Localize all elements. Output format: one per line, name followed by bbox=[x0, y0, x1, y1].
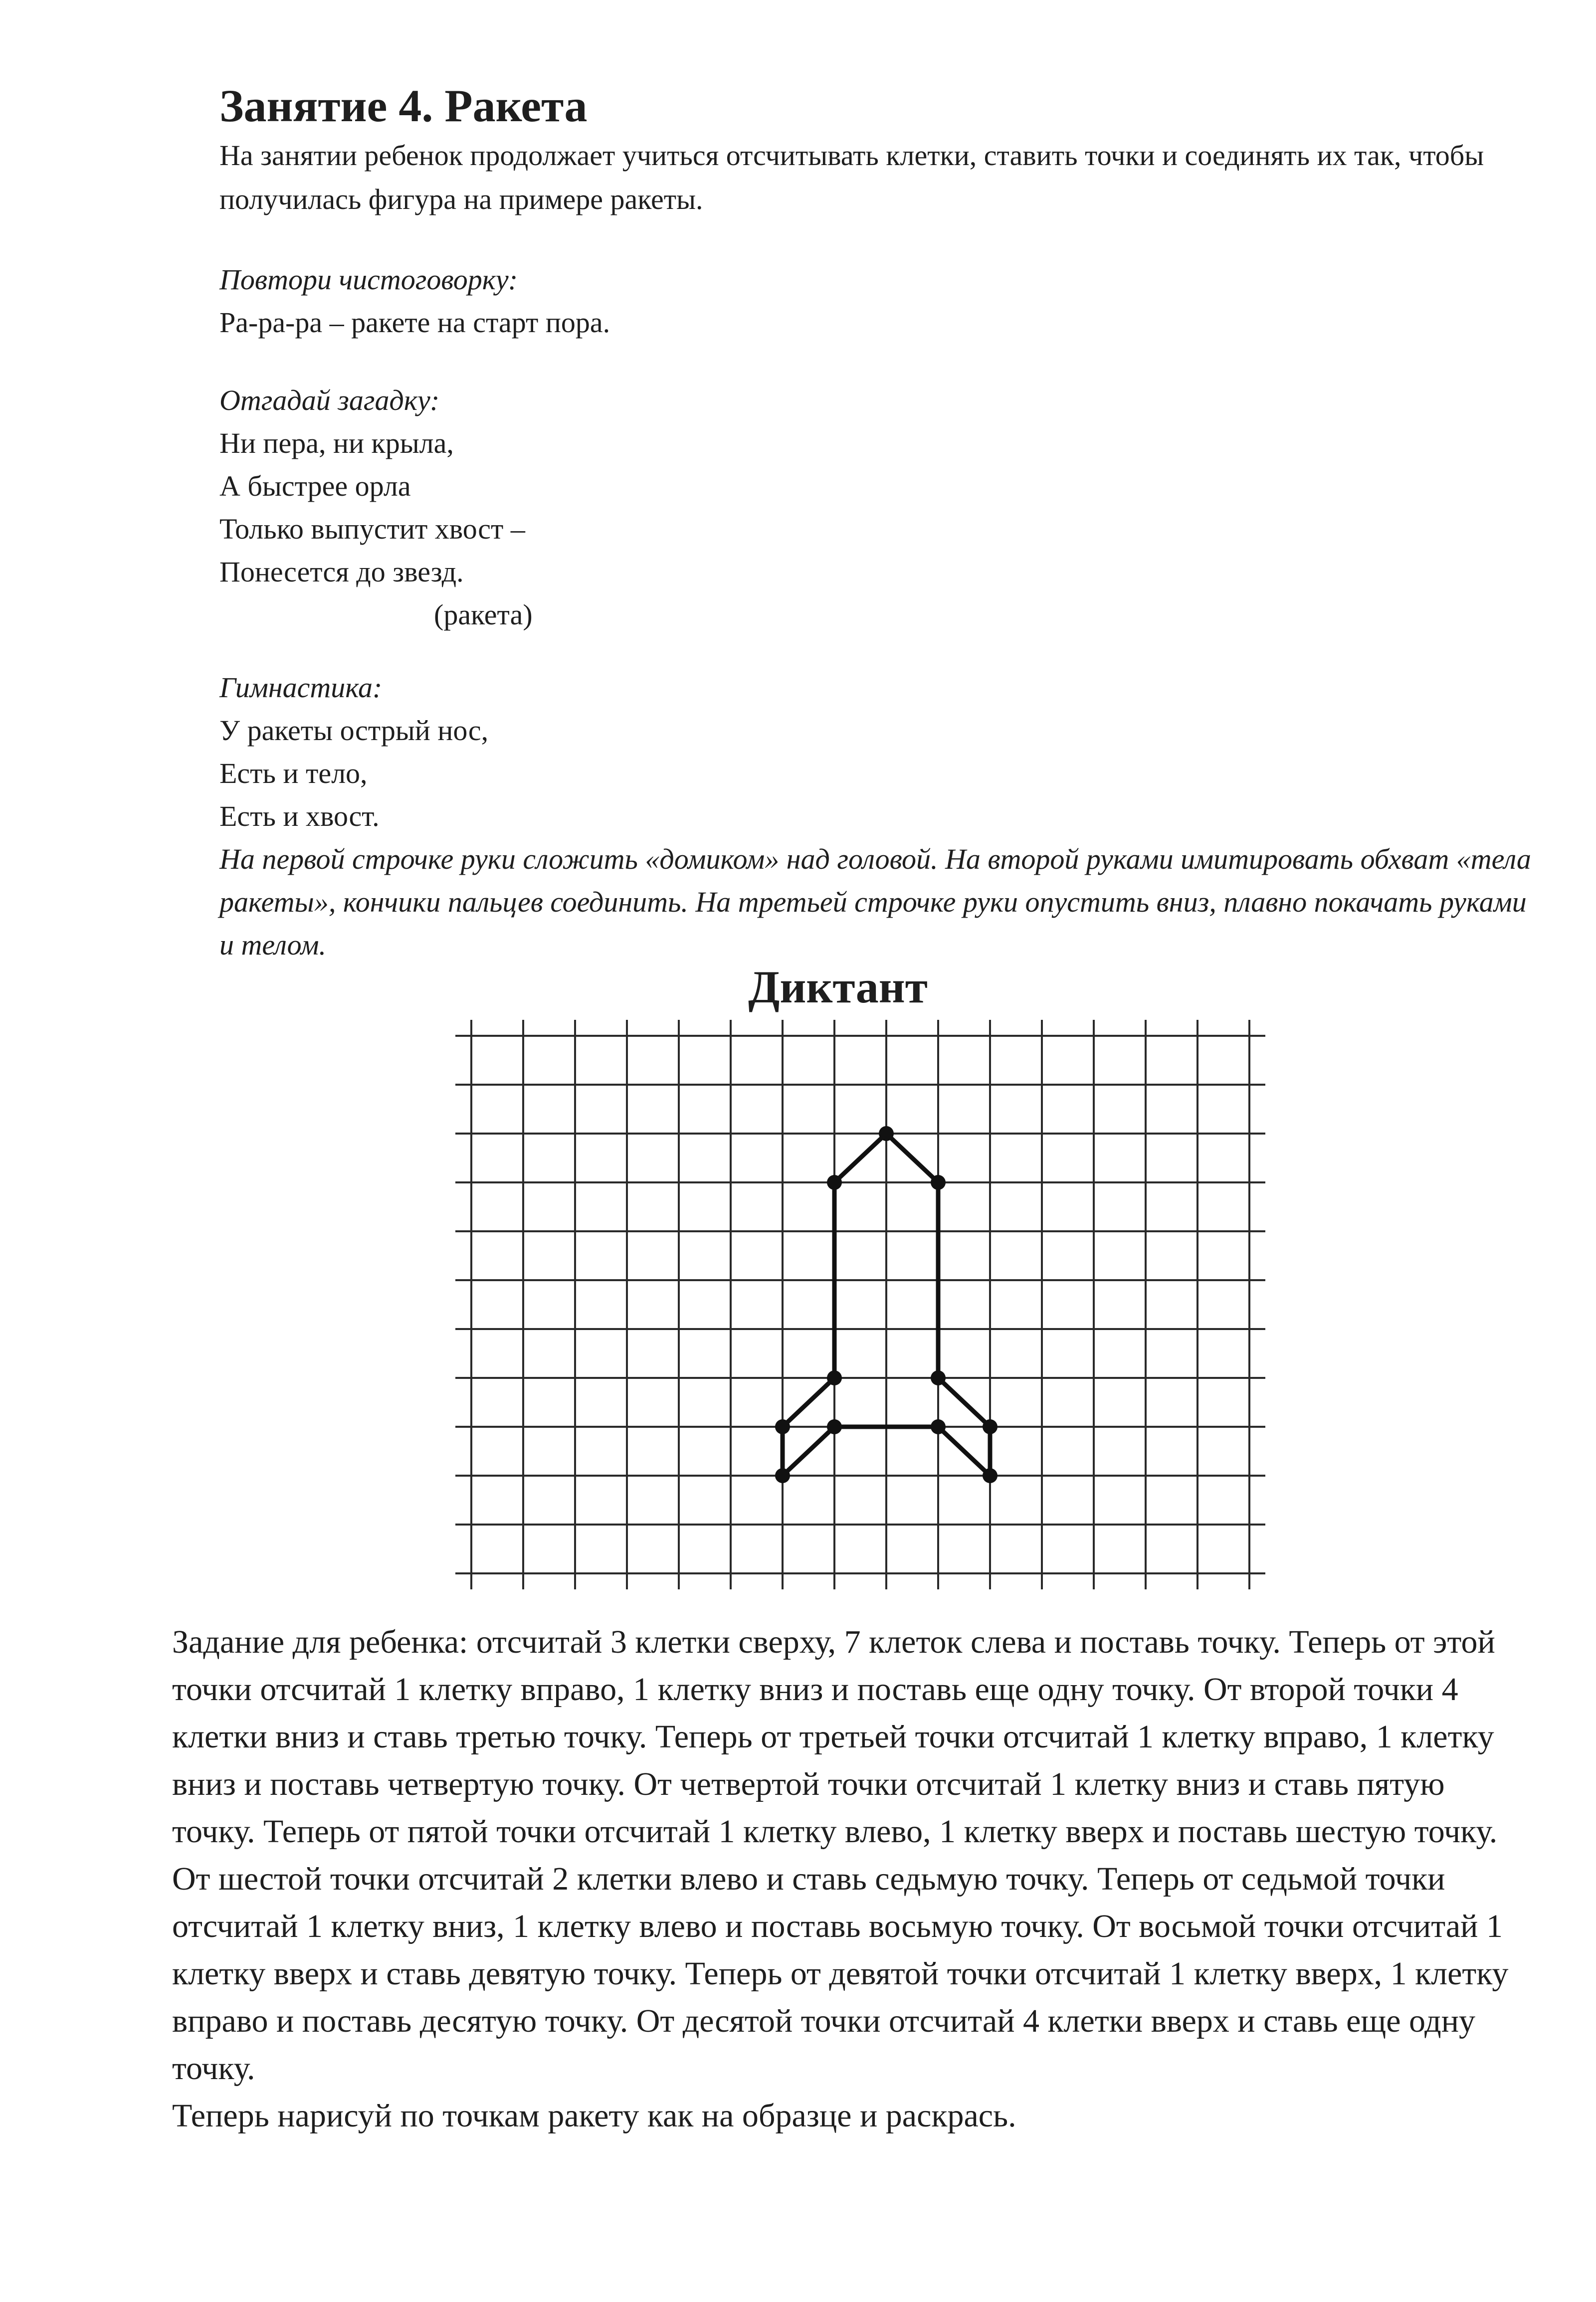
tongue-twister-heading: Повтори чистоговорку: bbox=[219, 263, 518, 296]
rocket-dot bbox=[983, 1419, 998, 1434]
gymnastics-heading: Гимнастика: bbox=[219, 671, 383, 704]
task-final: Теперь нарисуй по точкам ракету как на образце и раскрась. bbox=[172, 2098, 1016, 2134]
rocket-dot bbox=[827, 1175, 842, 1190]
gymnastics-line: Есть и хвост. bbox=[219, 800, 380, 832]
riddle-line: А быстрее орла bbox=[219, 470, 411, 502]
riddle-heading: Отгадай загадку: bbox=[219, 384, 440, 416]
riddle-line: Понесется до звезд. bbox=[219, 556, 464, 588]
riddle-answer: (ракета) bbox=[434, 598, 533, 631]
gymnastics-instruction: На первой строчке руки сложить «домиком» над головой. На второй руками имитировать обхват «тела ракеты», кончики пальцев соединить. На третьей строчке руки опустить вниз, плавно покачать руками и телом. bbox=[219, 843, 1531, 961]
tongue-twister-text: Ра-ра-ра – ракете на старт пора. bbox=[219, 306, 610, 339]
lesson-title: Занятие 4. Ракета bbox=[219, 80, 588, 131]
rocket-dot bbox=[879, 1126, 894, 1141]
riddle-line: Только выпустит хвост – bbox=[219, 513, 525, 545]
task-paragraph: Задание для ребенка: отсчитай 3 клетки сверху, 7 клеток слева и поставь точку. Теперь от этой точки отсчитай 1 клетку вправо, 1 клетку вниз и поставь еще одну точку. От второй точки 4 клетки вниз и ставь третью точку. Теперь от третьей точки отсчитай 1 клетку вправо, 1 клетку вниз и поставь четвертую точку. От четвертой точки отсчитай 1 клетку вниз и ставь пятую точку. Теперь от пятой точки отсчитай 1 клетку влево, 1 клетку вверх и поставь шестую точку. От шестой точки отсчитай 2 клетки влево и ставь седьмую точку. Теперь от седьмой точки отсчитай 1 клетку вниз, 1 клетку влево и поставь восьмую точку. От восьмой точки отсчитай 1 клетку вверх и ставь девятую точку. Теперь от девятой точки отсчитай 1 клетку вверх, 1 клетку вправо и поставь десятую точку. От десятой точки отсчитай 4 клетки вверх и ставь еще одну точку. bbox=[172, 1624, 1509, 2087]
rocket-dot bbox=[983, 1468, 998, 1483]
gymnastics-line: Есть и тело, bbox=[219, 757, 368, 789]
rocket-dot bbox=[931, 1419, 946, 1434]
rocket-dot bbox=[931, 1175, 946, 1190]
rocket-dot bbox=[931, 1370, 946, 1385]
rocket-dot bbox=[827, 1419, 842, 1434]
rocket-dot bbox=[775, 1468, 790, 1483]
dictation-title: Диктант bbox=[748, 961, 928, 1012]
rocket-dot bbox=[775, 1419, 790, 1434]
gymnastics-line: У ракеты острый нос, bbox=[219, 714, 489, 747]
task-text bbox=[172, 1618, 1529, 2139]
rocket-dot bbox=[827, 1370, 842, 1385]
lesson-intro: На занятии ребенок продолжает учиться отсчитывать клетки, ставить точки и соединять их так, чтобы получилась фигура на примере ракеты. bbox=[219, 139, 1484, 215]
riddle-line: Ни пера, ни крыла, bbox=[219, 427, 454, 459]
